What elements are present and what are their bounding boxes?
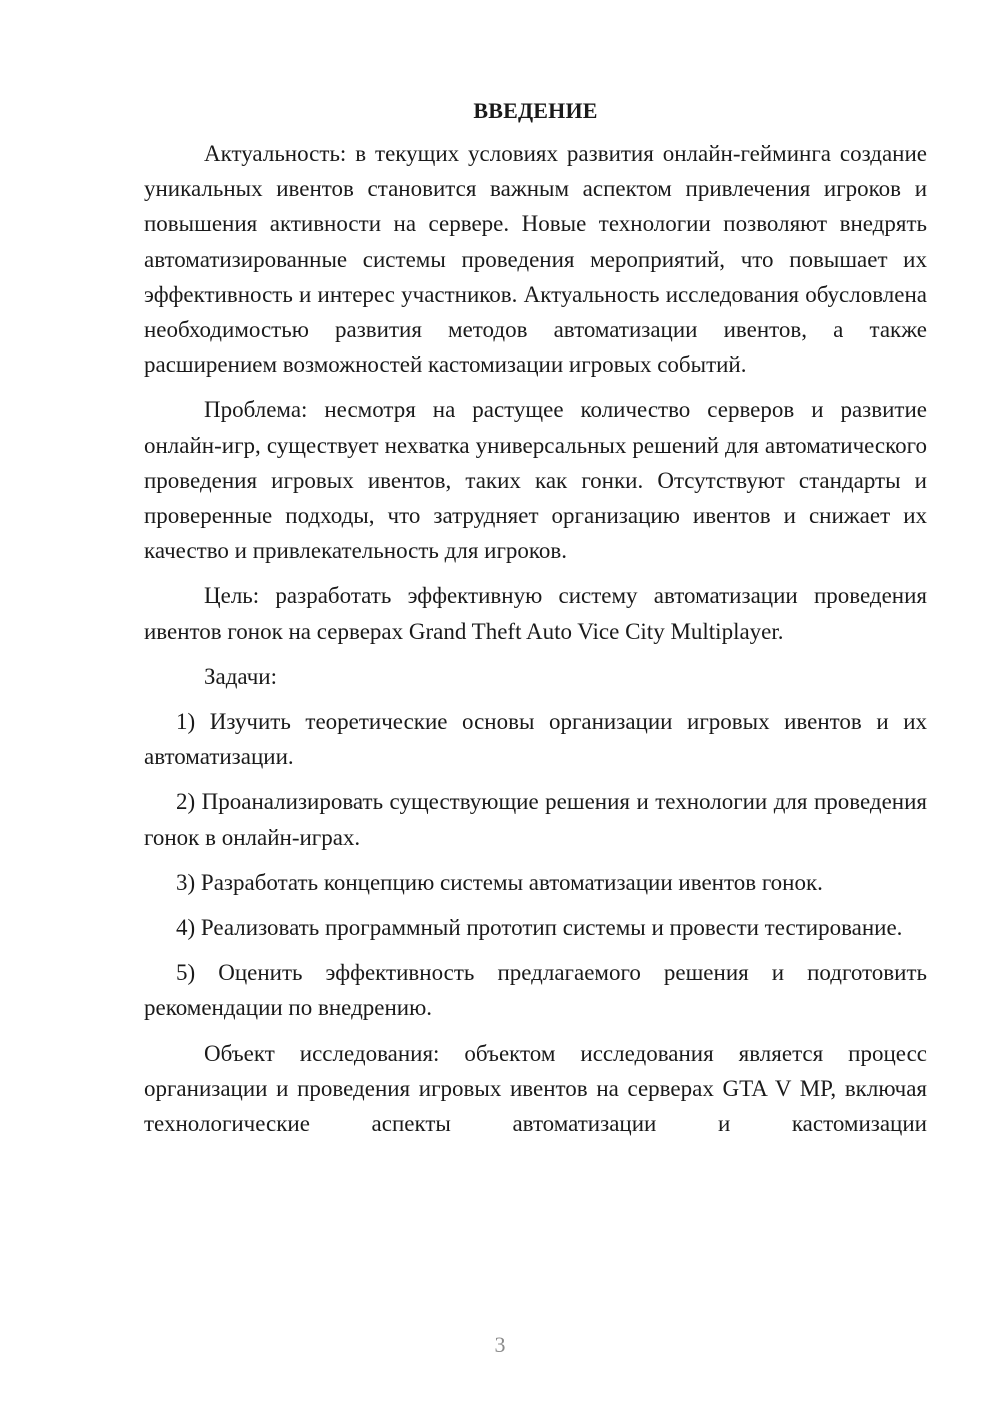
relevance-paragraph: Актуальность: в текущих условиях развития онлайн-гейминга создание уникальных ивентов становится важным аспектом привлечения игроков и повышения активности на сервере. Новые технологии позволяют внедрять автоматизированные системы проведения мероприятий, что повышает их эффективность и интерес участников. Актуальность исследования обусловлена необходимостью развития методов автоматизации ивентов, а также расширением возможностей кастомизации игровых событий.	[144, 141, 927, 378]
object-paragraph: Объект исследования: объектом исследования является процесс организации и проведения игровых ивентов на серверах GTA V MP, включая технологические аспекты автоматизации и кастомизации	[144, 1040, 927, 1137]
section-heading: ВВЕДЕНИЕ	[473, 98, 598, 123]
task-item-1: 1) Изучить теоретические основы организации игровых ивентов и их автоматизации.	[144, 709, 927, 770]
page-number: 3	[494, 1332, 506, 1357]
task-item-2: 2) Проанализировать существующие решения и технологии для проведения гонок в онлайн-играх.	[144, 789, 927, 850]
goal-paragraph: Цель: разработать эффективную систему автоматизации проведения ивентов гонок на серверах Grand Theft Auto Vice City Multiplayer.	[144, 583, 927, 644]
page-content	[144, 96, 927, 1151]
task-item-5: 5) Оценить эффективность предлагаемого решения и подготовить рекомендации по внедрению.	[144, 960, 927, 1021]
task-item-3: 3) Разработать концепцию системы автоматизации ивентов гонок.	[176, 869, 823, 895]
task-item-4: 4) Реализовать программный прототип системы и провести тестирование.	[176, 915, 903, 941]
tasks-heading: Задачи:	[204, 663, 277, 689]
problem-paragraph: Проблема: несмотря на растущее количество серверов и развитие онлайн-игр, существует нехватка универсальных решений для автоматического проведения игровых ивентов, таких как гонки. Отсутствуют стандарты и проверенные подходы, что затрудняет организацию ивентов и снижает их качество и привлекательность для игроков.	[144, 397, 927, 564]
